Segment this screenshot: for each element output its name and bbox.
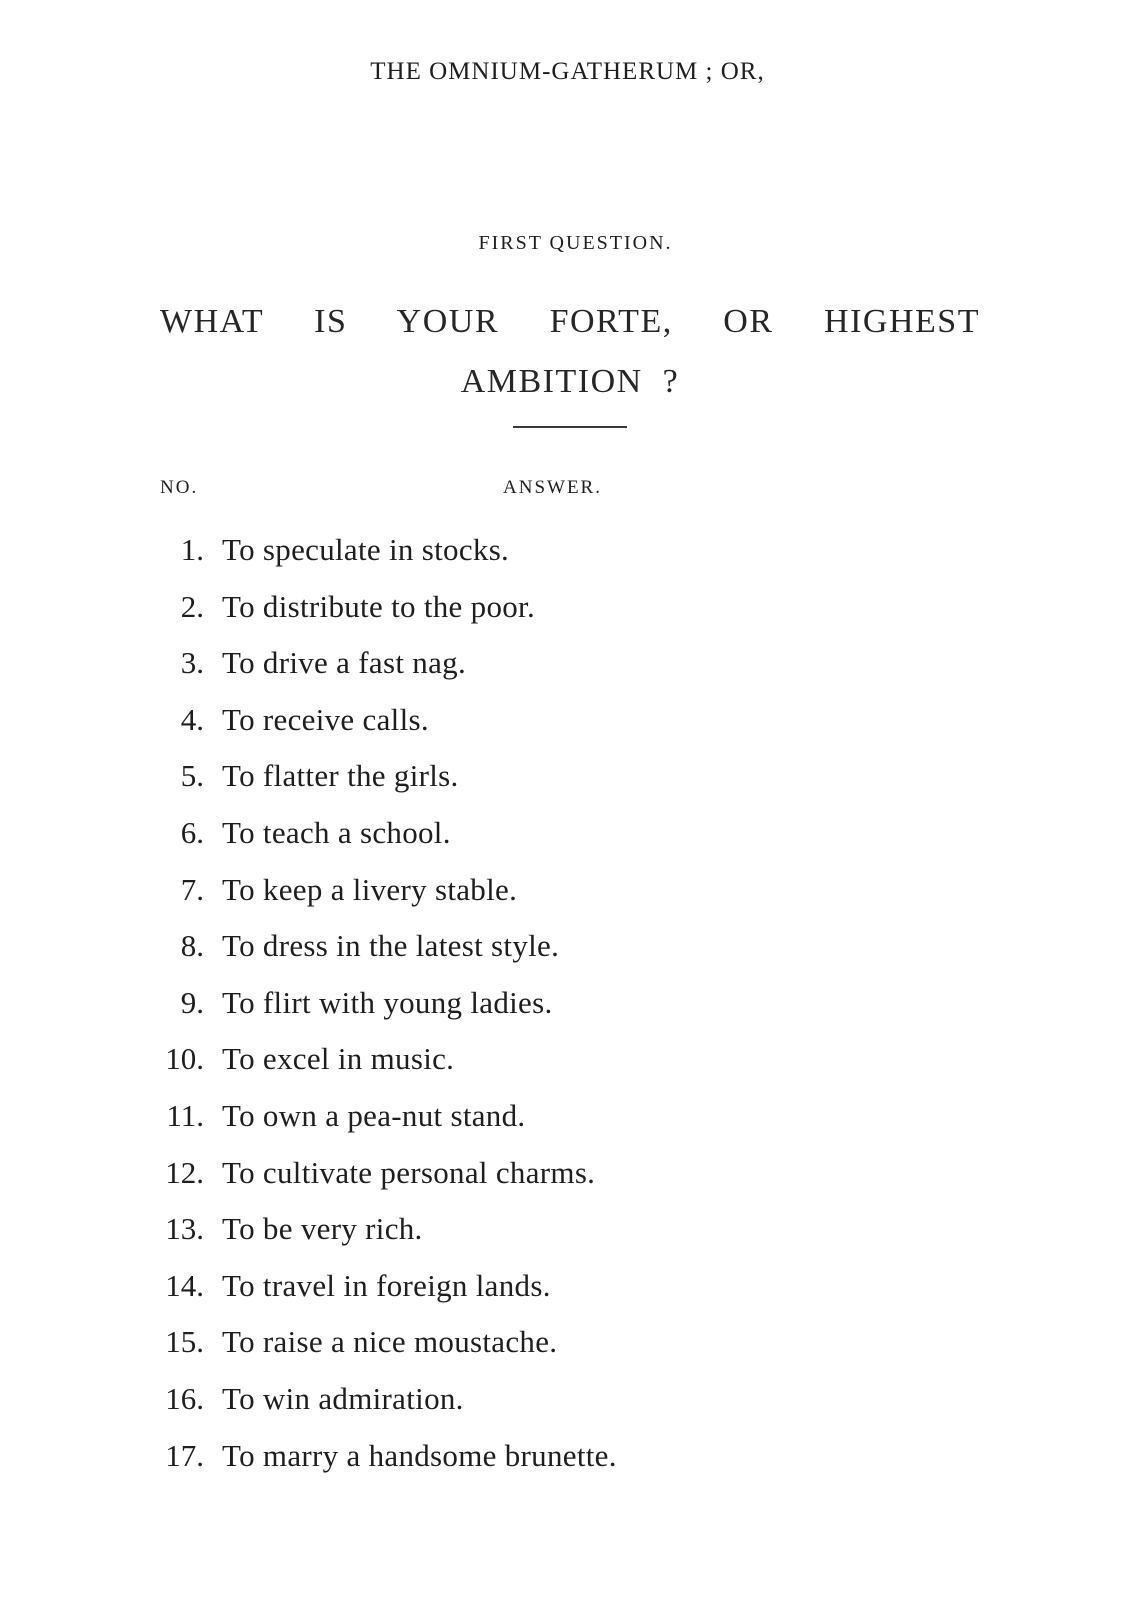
answer-text: To be very rich. [222, 1211, 423, 1247]
answer-number: 10. [165, 1041, 204, 1077]
answer-text: To flatter the girls. [222, 758, 459, 794]
answer-item [0, 528, 1131, 585]
answer-number: 15. [165, 1324, 204, 1360]
answer-item [0, 981, 1131, 1038]
answer-item [0, 1151, 1131, 1208]
answer-item [0, 1094, 1131, 1151]
answer-item [0, 754, 1131, 811]
answer-item [0, 1320, 1131, 1377]
answer-text: To teach a school. [222, 814, 451, 850]
answer-number: 16. [165, 1380, 204, 1416]
answer-item [0, 585, 1131, 642]
answer-item [0, 868, 1131, 925]
column-header-no: NO. [160, 477, 199, 498]
answer-item [0, 1377, 1131, 1434]
answer-number: 11. [166, 1097, 204, 1133]
answer-number: 13. [165, 1211, 204, 1247]
section-divider [513, 426, 627, 428]
answer-number: 17. [165, 1437, 204, 1473]
answer-text: To cultivate personal charms. [222, 1154, 596, 1190]
answer-number: 8. [180, 928, 204, 964]
answer-number: 9. [180, 984, 204, 1020]
answer-text: To drive a fast nag. [222, 645, 466, 681]
answer-number: 5. [180, 758, 204, 794]
answer-number: 6. [180, 814, 204, 850]
answer-text: To dress in the latest style. [222, 928, 560, 964]
answer-number: 1. [180, 532, 204, 567]
answer-number: 4. [180, 701, 204, 737]
answer-text: To speculate in stocks. [222, 532, 510, 567]
answer-list [0, 528, 1131, 1490]
answer-item [0, 924, 1131, 981]
answer-item [0, 811, 1131, 868]
answer-number: 7. [180, 871, 204, 907]
question-label: FIRST QUESTION. [478, 232, 673, 254]
answer-item [0, 1434, 1131, 1491]
answer-text: To excel in music. [222, 1041, 455, 1077]
running-head: THE OMNIUM-GATHERUM ; OR, [370, 58, 765, 85]
column-header-answer: ANSWER. [503, 477, 602, 498]
answer-text: To win admiration. [222, 1380, 464, 1416]
answer-item [0, 641, 1131, 698]
answer-text: To raise a nice moustache. [222, 1324, 558, 1360]
answer-item [0, 1264, 1131, 1321]
answer-item [0, 1207, 1131, 1264]
answer-number: 14. [165, 1267, 204, 1303]
answer-text: To keep a livery stable. [222, 871, 518, 907]
answer-item [0, 1037, 1131, 1094]
answer-number: 3. [180, 645, 204, 681]
answer-text: To own a pea-nut stand. [222, 1097, 526, 1133]
answer-item [0, 698, 1131, 755]
answer-number: 12. [165, 1154, 204, 1190]
answer-text: To marry a handsome brunette. [222, 1437, 617, 1473]
question-title: WHAT IS YOUR FORTE, OR HIGHEST AMBITION ? [160, 303, 980, 400]
answer-text: To distribute to the poor. [222, 588, 536, 624]
answer-number: 2. [180, 588, 204, 624]
answer-text: To receive calls. [222, 701, 429, 737]
answer-text: To travel in foreign lands. [222, 1267, 551, 1303]
answer-text: To flirt with young ladies. [222, 984, 553, 1020]
